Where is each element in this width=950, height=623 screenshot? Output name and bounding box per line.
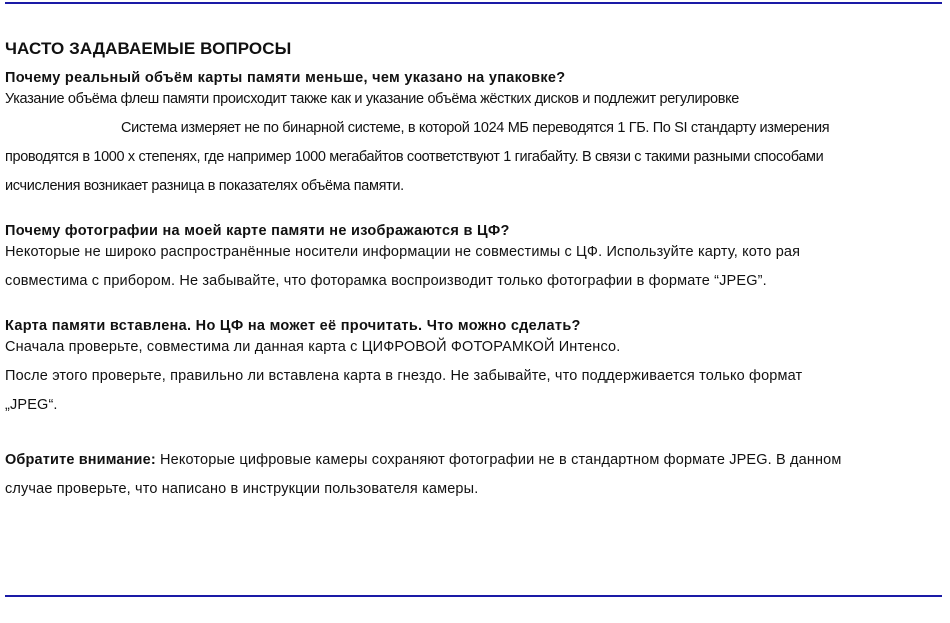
note-line: [5, 446, 940, 475]
faq-answer-line: совместима с прибором. Не забывайте, что фоторамка воспроизводит только фотографии в формате “JPEG”.: [5, 273, 767, 289]
note-text: Некоторые цифровые камеры сохраняют фотографии не в стандартном формате JPEG. В данном: [160, 452, 842, 468]
note-line: случае проверьте, что написано в инструкции пользователя камеры.: [5, 481, 479, 497]
faq-question: Карта памяти вставлена. Но ЦФ на может её прочитать. Что можно сделать?: [5, 318, 581, 334]
faq-answer-line: „JPEG“.: [5, 397, 58, 413]
faq-answer-line: Сначала проверьте, совместима ли данная карта с ЦИФРОВОЙ ФОТОРАМКОЙ Интенсо.: [5, 339, 621, 355]
faq-answer-line: После этого проверьте, правильно ли вставлена карта в гнездо. Не забывайте, что поддерживается только формат: [5, 368, 803, 384]
top-divider: [5, 2, 942, 4]
note-label: Обратите внимание:: [5, 452, 156, 468]
bottom-divider: [5, 595, 942, 597]
faq-answer-line: Система измеряет не по бинарной системе, в которой 1024 МБ переводятся 1 ГБ. По SI стандарту измерения: [121, 120, 830, 136]
faq-answer-line: Некоторые не широко распространённые носители информации не совместимы с ЦФ. Используйте карту, кото рая: [5, 244, 801, 260]
faq-item: [5, 221, 940, 296]
faq-answer-line: проводятся в 1000 x степенях, где например 1000 мегабайтов соответствуют 1 гигабайту. В связи с такими разными способами: [5, 149, 824, 165]
faq-item: [5, 68, 940, 201]
faq-answer-line: исчисления возникает разница в показателях объёма памяти.: [5, 178, 404, 194]
faq-question: Почему фотографии на моей карте памяти не изображаются в ЦФ?: [5, 223, 510, 239]
faq-section: [5, 38, 940, 504]
faq-heading: ЧАСТО ЗАДАВАЕМЫЕ ВОПРОСЫ: [5, 39, 292, 58]
faq-item: [5, 316, 940, 420]
faq-note: [5, 446, 940, 504]
faq-question: Почему реальный объём карты памяти меньше, чем указано на упаковке?: [5, 70, 566, 86]
faq-answer-line: Указание объёма флеш памяти происходит также как и указание объёма жёстких дисков и подлежит регулировке: [5, 91, 739, 107]
